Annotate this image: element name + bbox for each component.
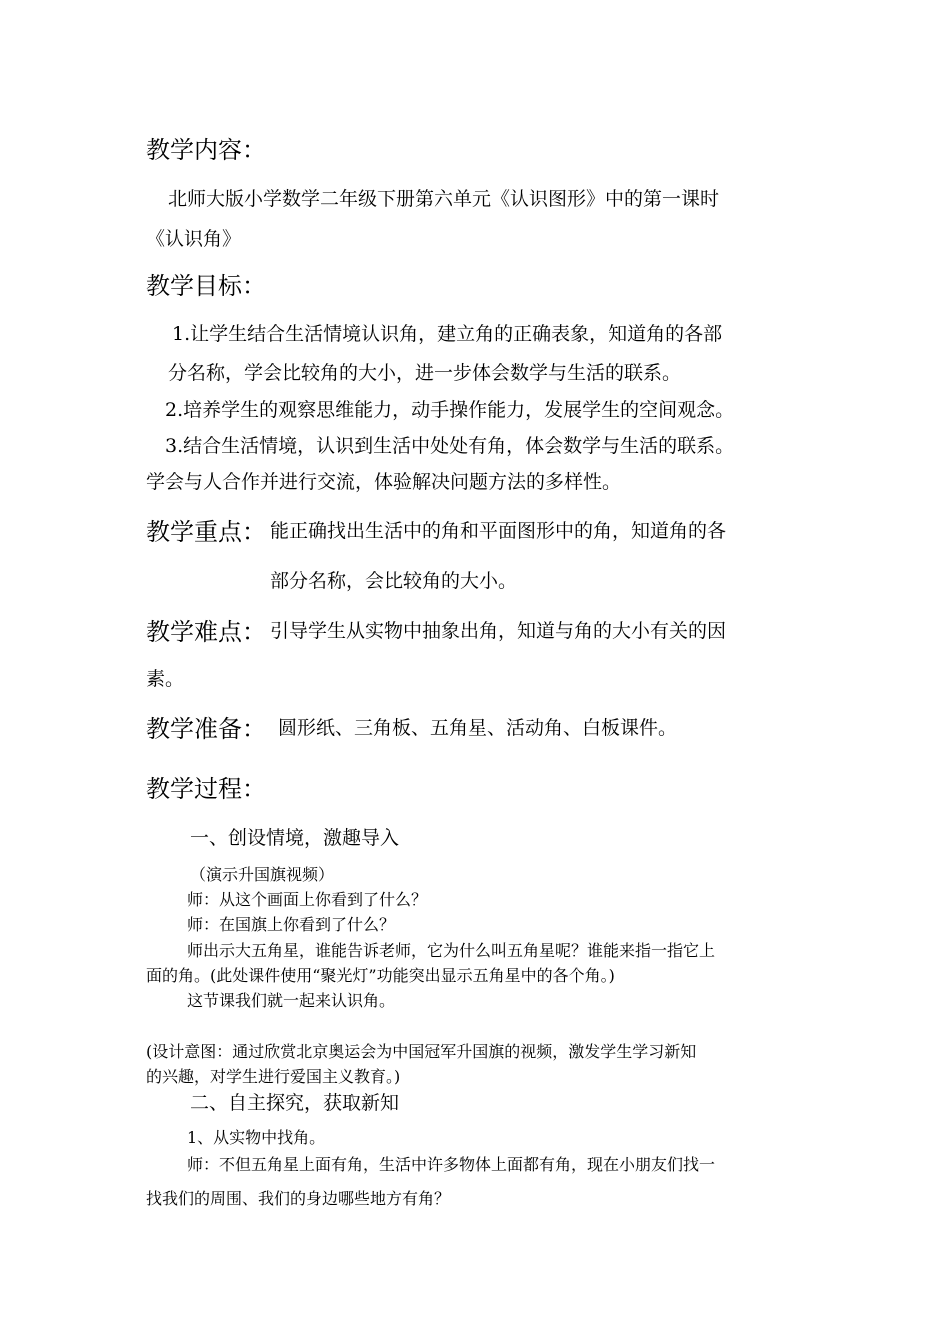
- section-1-title: 一、创设情境，激趣导入: [190, 827, 400, 849]
- section-2-line-1: 1、从实物中找角。: [187, 1128, 326, 1147]
- content-line-2: 《认识角》: [146, 228, 242, 250]
- section-1-line-1: （演示升国旗视频）: [190, 865, 335, 884]
- section-2-line-3: 找我们的周围、我们的身边哪些地方有角？: [146, 1189, 451, 1208]
- section-1-line-2: 师：从这个画面上你看到了什么？: [187, 890, 428, 909]
- section-1-line-5: 面的角。(此处课件使用“聚光灯”功能突出显示五角星中的各个角。): [146, 966, 615, 985]
- design-intent-line-1: (设计意图：通过欣赏北京奥运会为中国冠军升国旗的视频，激发学生学习新知: [146, 1042, 697, 1061]
- content-line-1: 北师大版小学数学二年级下册第六单元《认识图形》中的第一课时: [168, 188, 720, 210]
- key-points-line-2: 部分名称，会比较角的大小。: [270, 570, 518, 592]
- goal-2: 2.培养学生的观察思维能力，动手操作能力，发展学生的空间观念。: [165, 399, 735, 421]
- difficulties-line-1: 引导学生从实物中抽象出角，知道与角的大小有关的因: [270, 620, 727, 642]
- section-2-line-2: 师：不但五角星上面有角，生活中许多物体上面都有角，现在小朋友们找一: [187, 1155, 716, 1174]
- preparation-heading: 教学准备：: [146, 715, 266, 743]
- difficulties-line-2: 素。: [146, 668, 185, 690]
- section-1-line-6: 这节课我们就一起来认识角。: [187, 991, 396, 1010]
- goal-3-line-2: 学会与人合作并进行交流，体验解决问题方法的多样性。: [146, 471, 622, 493]
- section-1-line-4: 师出示大五角星，谁能告诉老师，它为什么叫五角星呢？谁能来指一指它上: [187, 941, 716, 960]
- key-points-line-1: 能正确找出生活中的角和平面图形中的角，知道角的各: [270, 520, 727, 542]
- key-points-heading: 教学重点：: [146, 518, 266, 546]
- design-intent-line-2: 的兴趣，对学生进行爱国主义教育。): [146, 1067, 401, 1086]
- content-heading: 教学内容：: [146, 136, 266, 164]
- difficulties-heading: 教学难点：: [146, 618, 266, 646]
- goal-3-line-1: 3.结合生活情境，认识到生活中处处有角，体会数学与生活的联系。: [165, 435, 735, 457]
- process-heading: 教学过程：: [146, 775, 266, 803]
- goal-1-line-2: 分名称，学会比较角的大小，进一步体会数学与生活的联系。: [168, 362, 682, 384]
- goal-1-line-1: 1.让学生结合生活情境认识角，建立角的正确表象，知道角的各部: [172, 323, 723, 345]
- section-1-line-3: 师：在国旗上你看到了什么？: [187, 915, 396, 934]
- preparation-text: 圆形纸、三角板、五角星、活动角、白板课件。: [278, 717, 678, 739]
- goals-heading: 教学目标：: [146, 272, 266, 300]
- section-2-title: 二、自主探究，获取新知: [190, 1092, 400, 1114]
